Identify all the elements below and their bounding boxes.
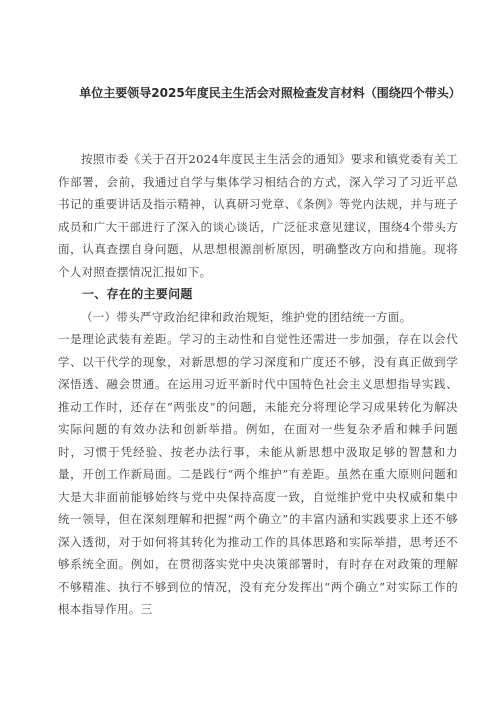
intro-paragraph: 按照市委《关于召开2024年度民主生活会的通知》要求和镇党委有关工作部署，会前，我通过自学与集体学习相结合的方式，深入学习了习近平总书记的重要讲话及指示精神，认真研习党章、《条例》等党内法规，并与班子成员和广大干部进行了深入的谈心谈话，广泛征求意见建议，围绕4个带头方面，认真查摆自身问题，从思想根源剖析原因，明确整改方向和措施。现将个人对照查摆情况汇报如下。	[58, 152, 458, 279]
document-body	[58, 148, 458, 621]
subsection-heading: （一）带头严守政治纪律和政治规矩，维护党的团结统一方面。	[81, 309, 412, 324]
subsection-paragraph: 一是理论武装有差距。学习的主动性和自觉性还需进一步加强，存在以会代学、以干代学的现象，对新思想的学习深度和广度还不够，没有真正做到学深悟透、融会贯通。在运用习近平新时代中国特色社会主义思想指导实践、推动工作时，还存在“两张皮”的问题，未能充分将理论学习成果转化为解决实际问题的有效办法和创新举措。例如，在面对一些复杂矛盾和棘手问题时，习惯于凭经验、按老办法行事，未能从新思想中汲取足够的智慧和力量，开创工作新局面。二是践行“两个维护”有差距。虽然在重大原则问题和大是大非面前能够始终与党中央保持高度一致，自觉维护党中央权威和集中统一领导，但在深刻理解和把握“两个确立”的丰富内涵和实践要求上还不够深入透彻，对于如何将其转化为推动工作的具体思路和实际举措，思考还不够系统全面。例如，在贯彻落实党中央决策部署时，有时存在对政策的理解不够精准、执行不够到位的情况，没有充分发挥出“两个确立”对实际工作的根本指导作用。三	[58, 332, 458, 616]
document-title: 单位主要领导2025年度民主生活会对照检查发言材料（围绕四个带头）	[79, 86, 461, 100]
section-heading: 一、存在的主要问题	[82, 287, 193, 301]
